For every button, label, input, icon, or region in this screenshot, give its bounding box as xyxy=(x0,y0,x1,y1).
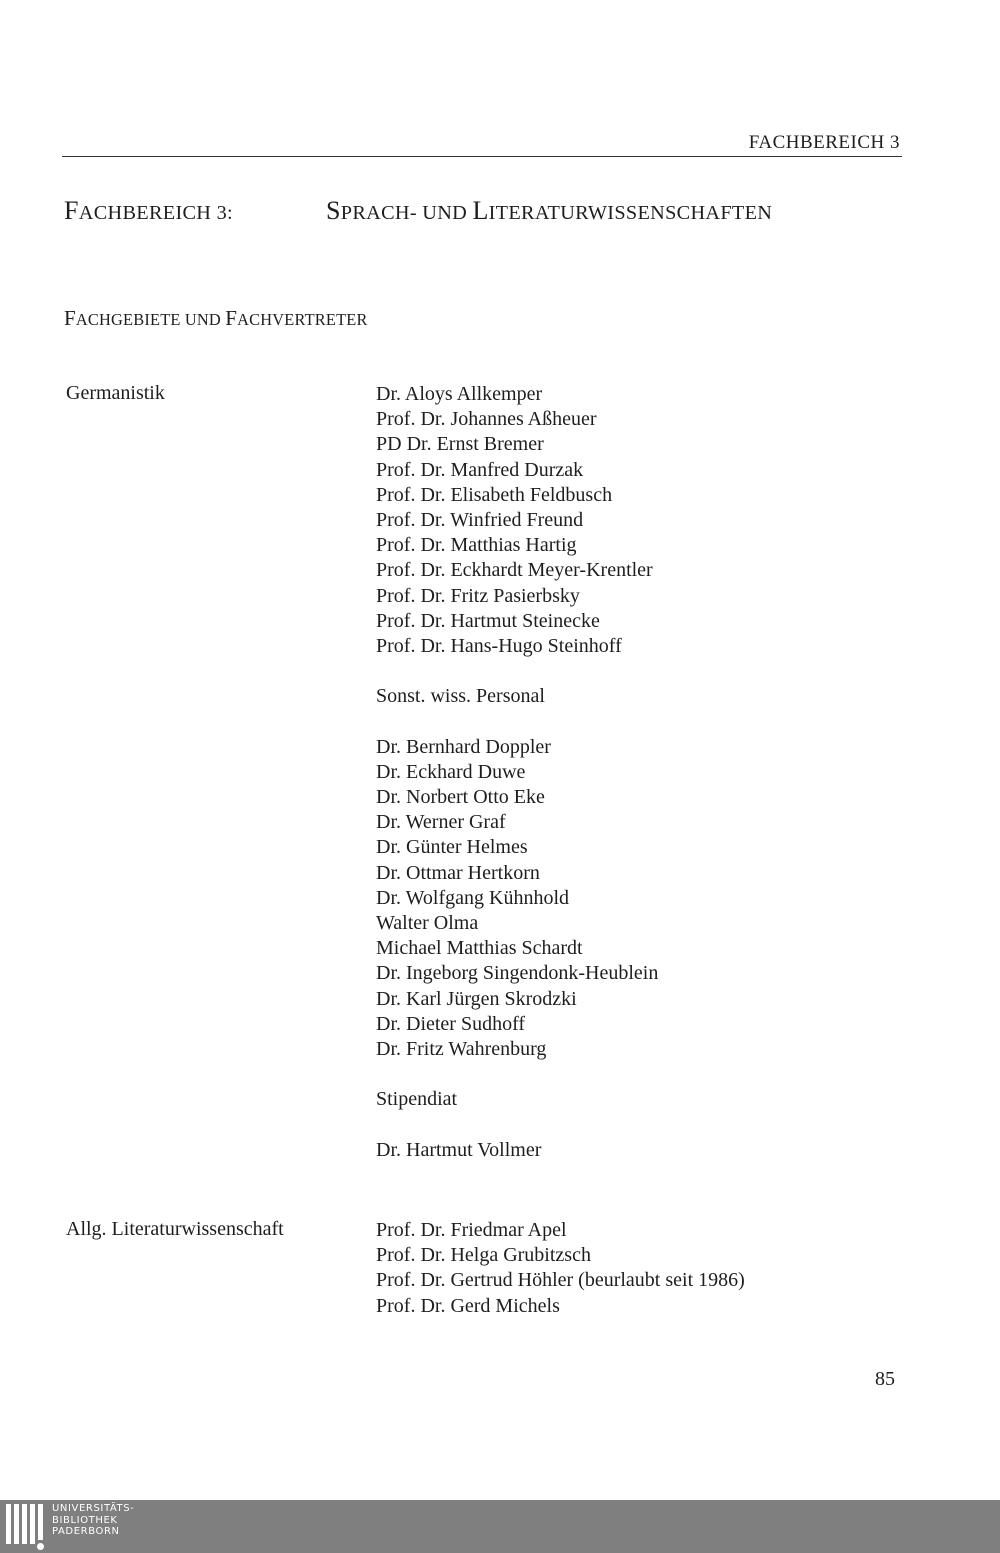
list-item: Dr. Norbert Otto Eke xyxy=(376,786,545,808)
list-item: Prof. Dr. Eckhardt Meyer-Krentler xyxy=(376,559,653,582)
section-title: FACHGEBIETE UND FACHVERTRETER xyxy=(64,306,368,330)
list-item: Prof. Dr. Fritz Pasierbsky xyxy=(376,584,580,607)
list-item: Prof. Dr. Hartmut Steinecke xyxy=(376,609,600,632)
list-item: Prof. Dr. Helga Grubitzsch xyxy=(376,1244,591,1267)
list-item: Prof. Dr. Elisabeth Feldbusch xyxy=(376,483,613,506)
chapter-title xyxy=(64,196,772,226)
list-item: Prof. Dr. Johannes Aßheuer xyxy=(376,408,597,431)
germanistik-professors xyxy=(376,382,658,659)
literatur-professors xyxy=(376,1218,745,1319)
page-number: 85 xyxy=(875,1368,895,1390)
germanistik-list xyxy=(376,382,658,1163)
list-item: Dr. Aloys Allkemper xyxy=(376,383,543,405)
running-head-text: FACHBEREICH 3 xyxy=(748,132,900,153)
list-item: Dr. Werner Graf xyxy=(376,811,506,834)
list-item: Dr. Wolfgang Kühnhold xyxy=(376,886,570,909)
list-item: Prof. Dr. Gerd Michels xyxy=(376,1294,560,1317)
staff-label: Sonst. wiss. Personal xyxy=(376,685,545,708)
germanistik-fellows xyxy=(376,1138,658,1163)
list-item: Dr. Dieter Sudhoff xyxy=(376,1012,526,1035)
list-item: Dr. Fritz Wahrenburg xyxy=(376,1037,547,1060)
literatur-list xyxy=(376,1218,745,1319)
list-item: Michael Matthias Schardt xyxy=(376,937,583,960)
library-bars-icon xyxy=(6,1504,46,1550)
list-item: Dr. Günter Helmes xyxy=(376,836,528,859)
list-item: Prof. Dr. Friedmar Apel xyxy=(376,1219,567,1241)
germanistik-staff xyxy=(376,735,658,1062)
list-item: Dr. Karl Jürgen Skrodzki xyxy=(376,987,577,1010)
list-item: Walter Olma xyxy=(376,911,479,934)
subject-literaturwissenschaft: Allg. Literaturwissenschaft xyxy=(66,1218,284,1240)
list-item: Dr. Ottmar Hertkorn xyxy=(376,861,540,884)
list-item: Dr. Eckhard Duwe xyxy=(376,760,526,783)
list-item: Prof. Dr. Manfred Durzak xyxy=(376,458,584,481)
list-item: Prof. Dr. Hans-Hugo Steinhoff xyxy=(376,634,622,657)
list-item: Dr. Hartmut Vollmer xyxy=(376,1138,542,1161)
list-item: Dr. Bernhard Doppler xyxy=(376,735,551,758)
chapter-number: FACHBEREICH 3: xyxy=(64,196,233,225)
running-head xyxy=(62,132,902,157)
chapter-name: SPRACH- UND LITERATURWISSENSCHAFTEN xyxy=(326,196,773,225)
footer-bar xyxy=(0,1500,1000,1553)
list-item: Dr. Ingeborg Singendonk-Heublein xyxy=(376,962,659,985)
list-item: Prof. Dr. Gertrud Höhler (beurlaubt seit 1986) xyxy=(376,1269,745,1292)
list-item: PD Dr. Ernst Bremer xyxy=(376,433,544,456)
list-item: Prof. Dr. Winfried Freund xyxy=(376,508,584,531)
fellow-label: Stipendiat xyxy=(376,1088,458,1111)
subject-germanistik: Germanistik xyxy=(66,382,165,404)
library-logo-text: UNIVERSITÄTS- BIBLIOTHEK PADERBORN xyxy=(52,1503,135,1537)
list-item: Prof. Dr. Matthias Hartig xyxy=(376,534,577,557)
